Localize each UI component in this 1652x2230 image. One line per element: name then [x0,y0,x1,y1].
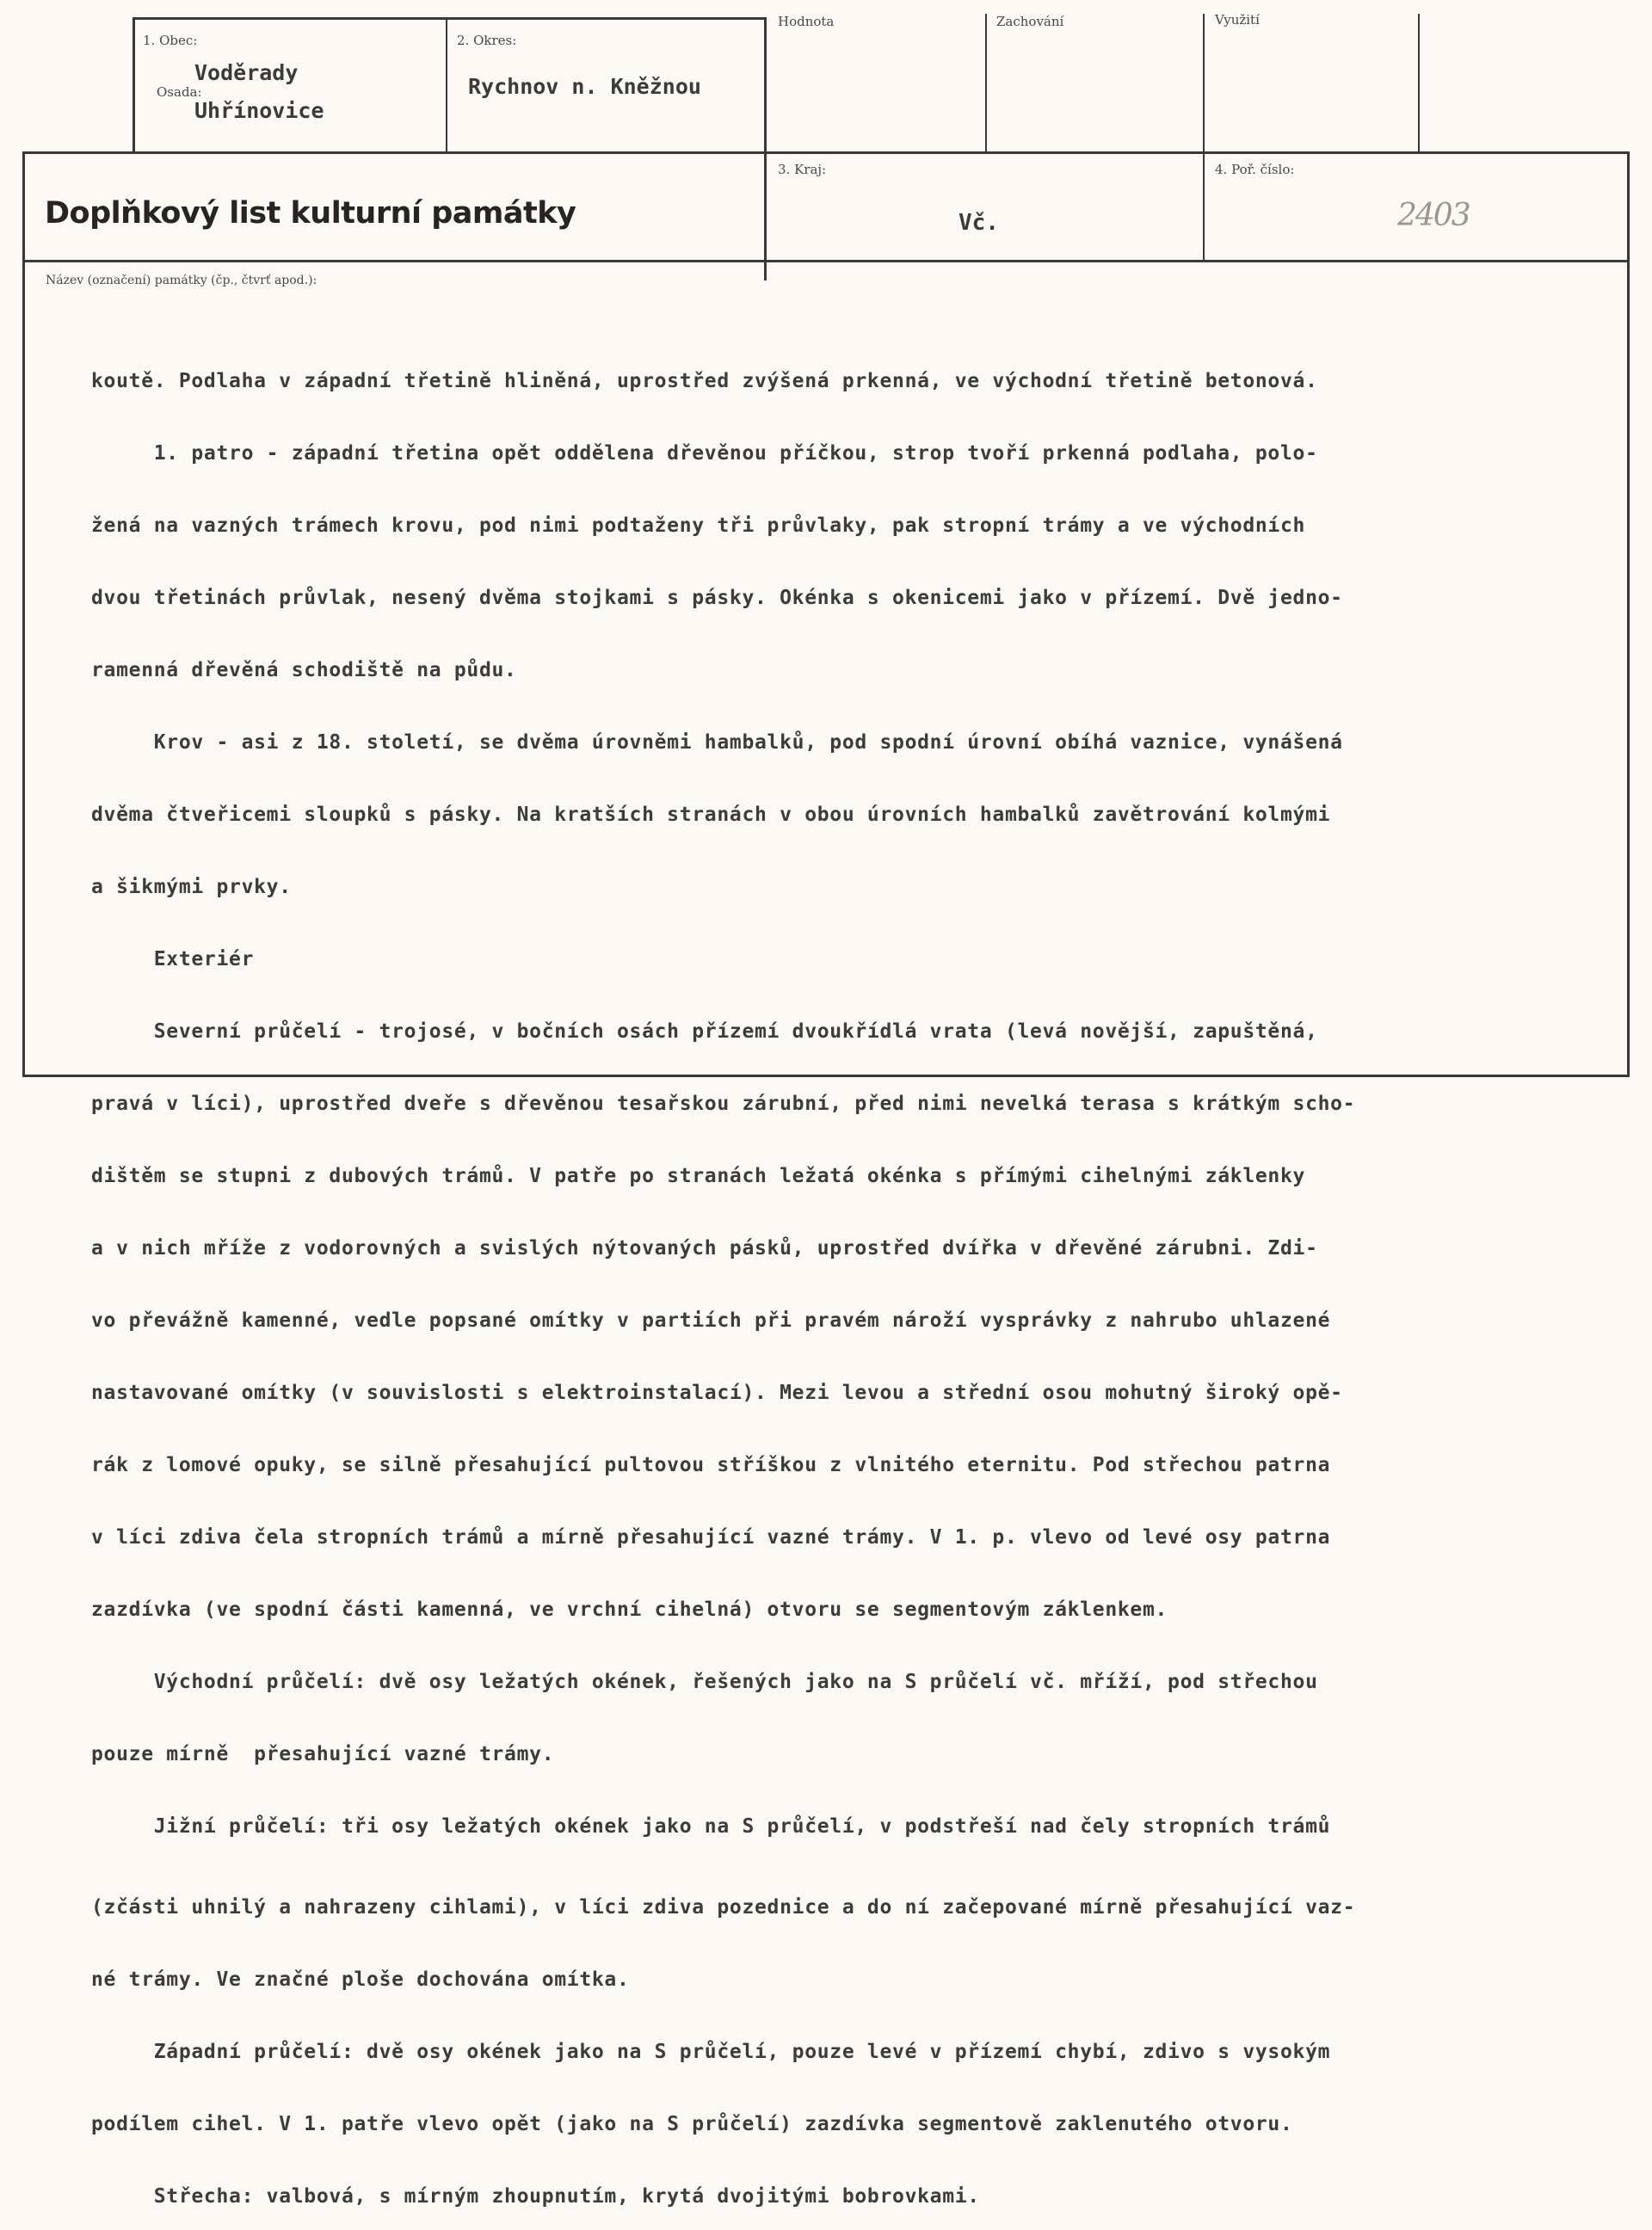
nazev-label: Název (označení) památky (čp., čtvrť apod.): [46,274,317,287]
vyuziti-divider [1418,14,1420,151]
body-line: podílem cihel. V 1. patře vlevo opět (jako na S průčelí) zazdívka segmentově zaklenutého otvoru. [91,2113,1293,2135]
obec-value: Voděrady [194,60,299,85]
body-line: a v nich mříže z vodorovných a svislých nýtovaných pásků, uprostřed dvířka v dřevěné zárubni. Zdi- [91,1237,1318,1260]
body-line: v líci zdiva čela stropních trámů a mírně přesahující vazné trámy. V 1. p. vlevo od levé osy patrna [91,1526,1331,1549]
top-box-right-border [764,17,767,280]
body-line: zazdívka (ve spodní části kamenná, ve vrchní cihelná) otvoru se segmentovým záklenkem. [91,1599,1168,1621]
top-box-left-border [133,17,135,153]
body-line: 1. patro - západní třetina opět oddělena dřevěnou příčkou, strop tvoří prkenná podlaha, polo- [91,442,1318,465]
main-frame-top-border [22,151,1630,154]
okres-label: 2. Okres: [457,33,517,48]
zachovani-label: Zachování [996,14,1064,29]
kraj-label: 3. Kraj: [778,162,827,177]
body-line: Střecha: valbová, s mírným zhoupnutím, krytá dvojitými bobrovkami. [91,2185,980,2208]
osada-label: Osada: [157,84,202,100]
body-line: (zčásti uhnilý a nahrazeny cihlami), v líci zdiva pozednice a do ní začepované mírně přesahující vaz- [91,1896,1356,1919]
body-line: dvou třetinách průvlak, nesený dvěma stojkami s pásky. Okénka s okenicemi jako v přízemí. Dvě jedno- [91,587,1343,609]
por-cislo-label: 4. Poř. číslo: [1215,162,1295,177]
hodnota-divider [985,14,987,151]
body-line: rák z lomové opuky, se silně přesahující pultovou stříškou z vlnitého eternitu. Pod střechou patrna [91,1454,1331,1476]
body-line: koutě. Podlaha v západní třetině hliněná, uprostřed zvýšená prkenná, ve východní třetině betonová. [91,370,1318,392]
main-frame-right-border [1627,151,1630,1077]
body-line: Jižní průčelí: tři osy ležatých okének jako na S průčelí, v podstřeší nad čely stropních trámů [91,1815,1331,1838]
zachovani-divider [1203,14,1205,151]
body-line: Severní průčelí - trojosé, v bočních osách přízemí dvoukřídlá vrata (levá novější, zapuštěná, [91,1020,1318,1043]
top-box-top-border [133,17,766,20]
page-title: Doplňkový list kulturní památky [45,196,576,231]
top-box-divider [446,19,447,153]
body-line: vo převážně kamenné, vedle popsané omítky v partiích při pravém nároží vysprávky z nahrubo uhlazené [91,1309,1331,1332]
kraj-value: Vč. [959,210,999,236]
main-frame-left-border [22,151,25,1077]
body-line: né trámy. Ve značné ploše dochována omítka. [91,1968,630,1991]
body-line: dvěma čtveřicemi sloupků s pásky. Na kratších stranách v obou úrovních hambalků zavětrování kolmými [91,804,1331,826]
hodnota-label: Hodnota [778,14,835,29]
okres-value: Rychnov n. Kněžnou [468,74,701,99]
body-line: žená na vazných trámech krovu, pod nimi podtaženy tři průvlaky, pak stropní trámy a ve východních [91,514,1306,537]
body-line: pravá v líci), uprostřed dveře s dřevěnou tesařskou zárubní, před nimi nevelká terasa s krátkým scho- [91,1093,1356,1115]
por-cislo-value: 2403 [1397,198,1470,233]
header-row-bottom-border [22,260,1630,262]
body-line: pouze mírně přesahující vazné trámy. [91,1743,555,1765]
body-line: dištěm se stupni z dubových trámů. V patře po stranách ležatá okénka s přímými cihelnými záklenky [91,1165,1306,1187]
header-row-divider-kraj [1203,153,1205,262]
typed-description [91,321,1355,2230]
vyuziti-label: Využití [1215,12,1260,28]
osada-value: Uhřínovice [194,98,324,123]
body-line: nastavované omítky (v souvislosti s elektroinstalací). Mezi levou a střední osou mohutný široký opě- [91,1382,1343,1404]
body-line: a šikmými prvky. [91,876,292,898]
body-line: ramenná dřevěná schodiště na půdu. [91,659,517,681]
body-line: Východní průčelí: dvě osy ležatých okének, řešených jako na S průčelí vč. mříží, pod střechou [91,1671,1318,1693]
body-line: Krov - asi z 18. století, se dvěma úrovněmi hambalků, pod spodní úrovní obíhá vaznice, vynášená [91,731,1343,754]
body-line: Exteriér [91,948,255,970]
obec-label: 1. Obec: [143,33,198,48]
body-line: Západní průčelí: dvě osy okének jako na S průčelí, pouze levé v přízemí chybí, zdivo s vysokým [91,2041,1331,2063]
